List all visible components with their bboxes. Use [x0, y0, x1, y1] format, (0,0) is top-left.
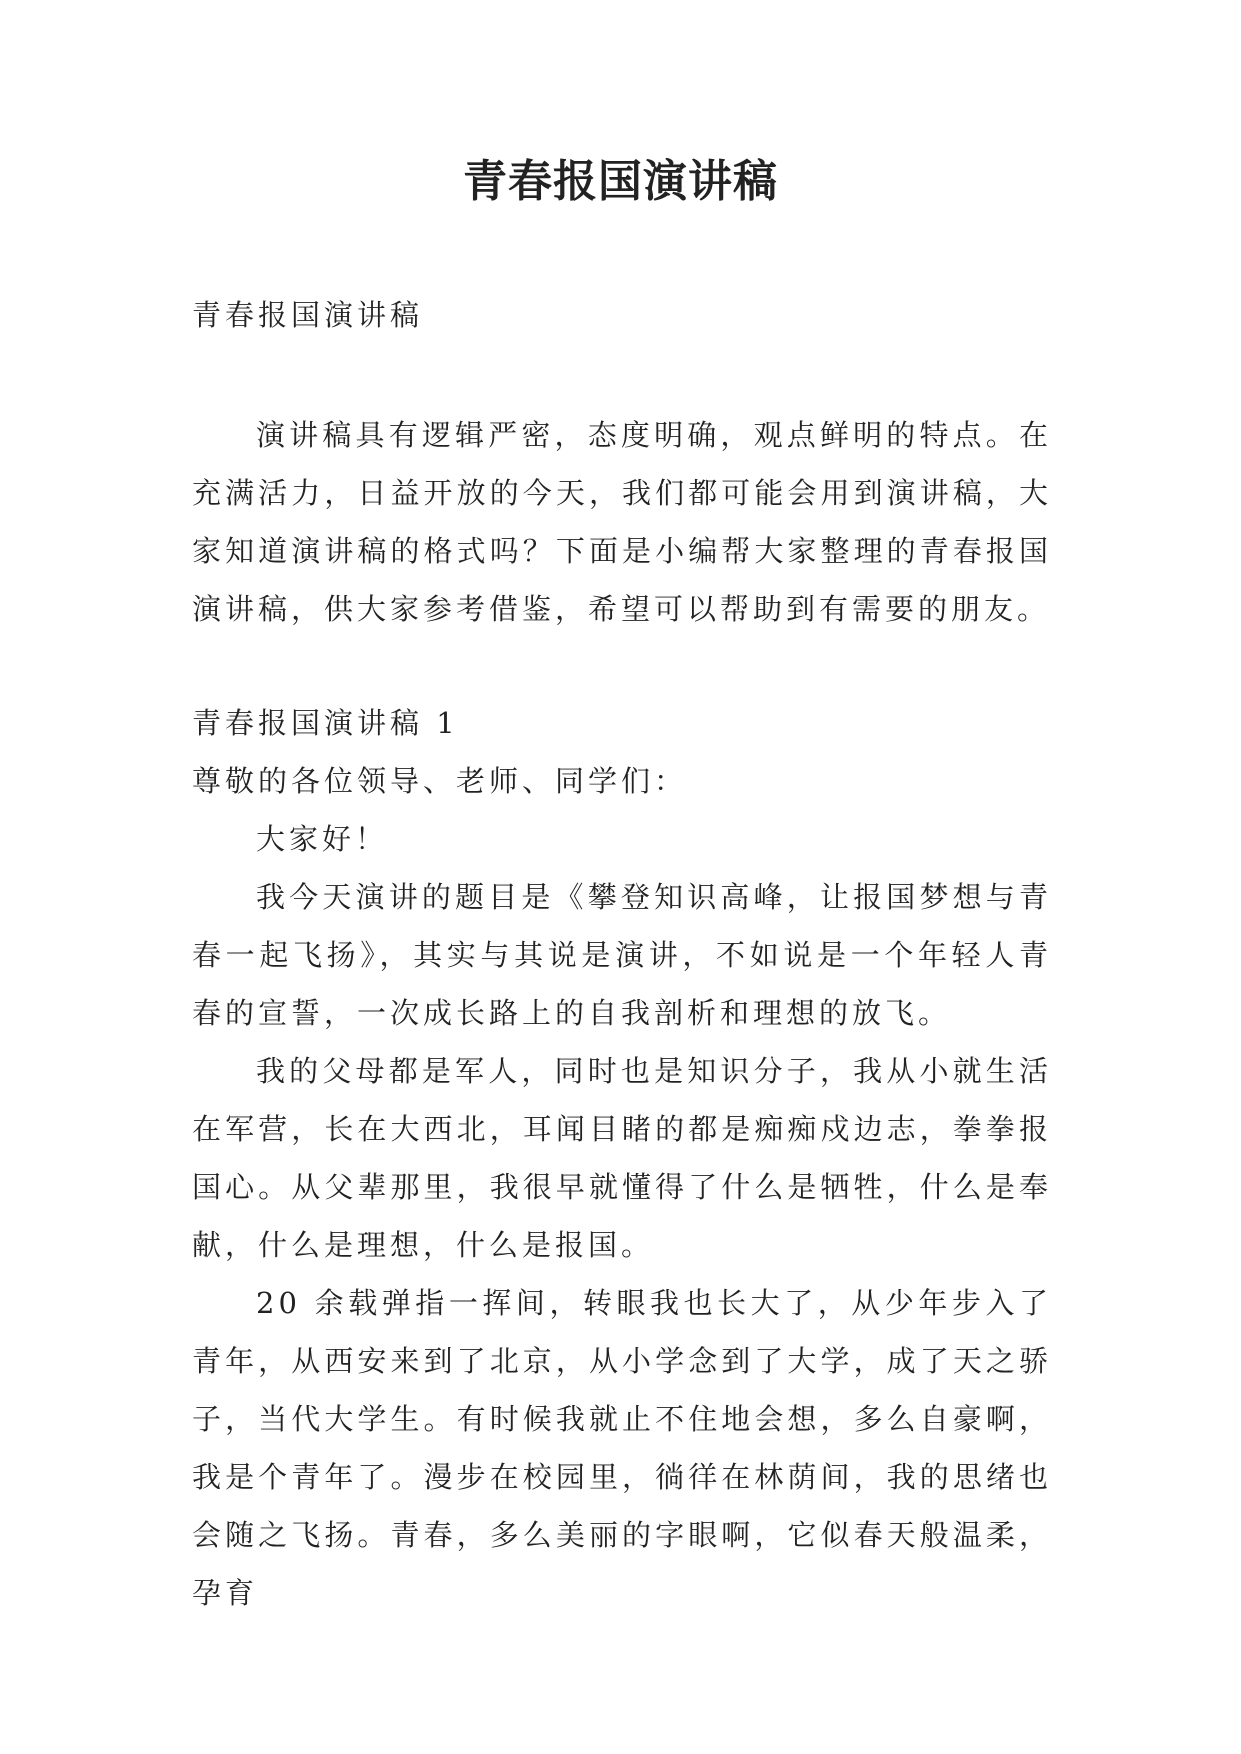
- body-paragraph: 我今天演讲的题目是《攀登知识高峰，让报国梦想与青春一起飞扬》，其实与其说是演讲，不如说是一个年轻人青春的宣誓，一次成长路上的自我剖析和理想的放飞。: [192, 880, 1052, 1030]
- document-subtitle: 青春报国演讲稿: [192, 298, 424, 332]
- section-heading: 青春报国演讲稿 1: [192, 706, 459, 740]
- salutation: 尊敬的各位领导、老师、同学们：: [192, 764, 688, 798]
- greeting: 大家好！: [256, 822, 389, 856]
- body-paragraph: 20 余载弹指一挥间，转眼我也长大了，从少年步入了青年，从西安来到了北京，从小学念到了大学，成了天之骄子，当代大学生。有时候我就止不住地会想，多么自豪啊，我是个青年了。漫步在校园里，徜徉在林荫间，我的思绪也会随之飞扬。青春，多么美丽的字眼啊，它似春天般温柔，孕育: [192, 1286, 1052, 1610]
- intro-paragraph: 演讲稿具有逻辑严密，态度明确，观点鲜明的特点。在充满活力，日益开放的今天，我们都可能会用到演讲稿，大家知道演讲稿的格式吗？下面是小编帮大家整理的青春报国演讲稿，供大家参考借鉴，希望可以帮助到有需要的朋友。: [192, 418, 1052, 626]
- document-title: 青春报国演讲稿: [463, 156, 778, 207]
- body-paragraph: 我的父母都是军人，同时也是知识分子，我从小就生活在军营，长在大西北，耳闻目睹的都是痴痴戍边志，拳拳报国心。从父辈那里，我很早就懂得了什么是牺牲，什么是奉献，什么是理想，什么是报国。: [192, 1054, 1052, 1262]
- document-body: [192, 286, 1052, 1622]
